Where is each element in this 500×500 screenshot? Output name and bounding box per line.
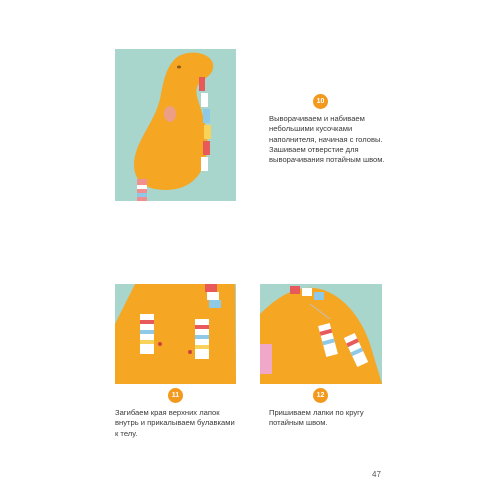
step-10-text: Выворачиваем и набиваем небольшими кусочками наполнителя, начиная с головы. Зашиваем отверстие для выворачивания потайным швом. [269,114,385,165]
dino-paws-pinned-illustration [115,284,236,384]
step-11-badge: 11 [168,388,183,403]
step-11-photo [115,284,236,384]
page-number: 47 [372,470,381,479]
step-12-photo [260,284,382,384]
step-11-text: Загибаем края верхних лапок внутрь и прикалываем булавками к телу. [115,408,235,438]
step-10-photo [115,49,236,201]
step-10-badge: 10 [313,94,328,109]
dino-stuffed-illustration [115,49,236,201]
step-12-badge: 12 [313,388,328,403]
step-12-text: Пришиваем лапки по кругу потайным швом. [269,408,364,428]
dino-paws-sewn-illustration [260,284,382,384]
